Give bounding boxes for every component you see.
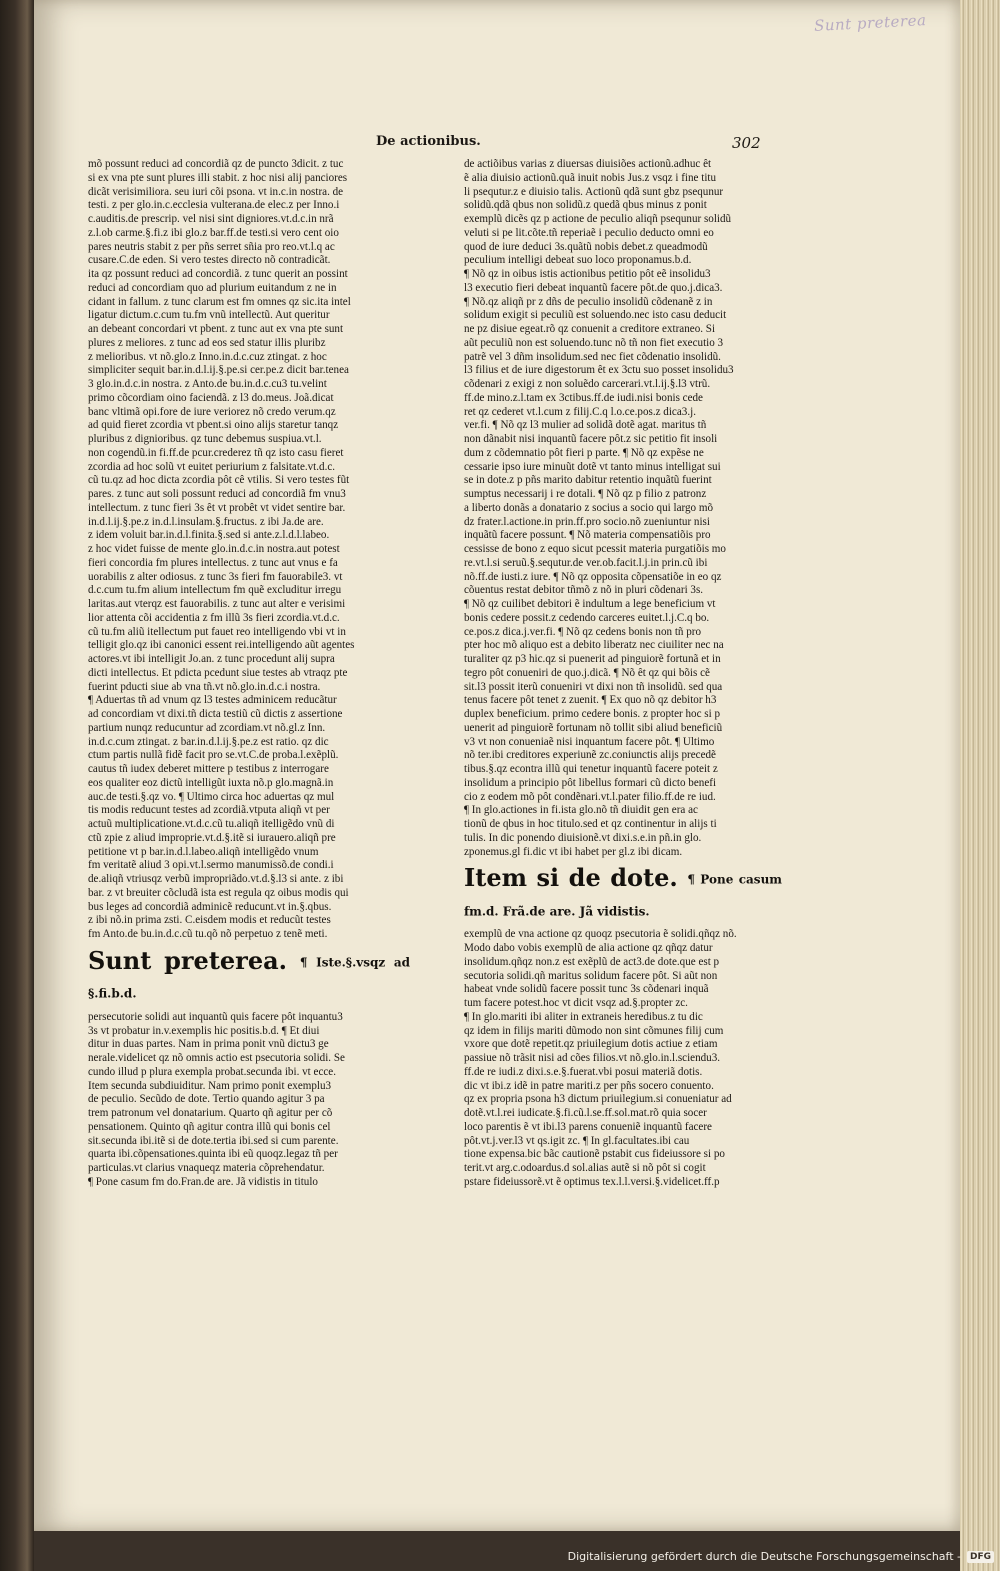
text-line: dicti intellectus. Et pdicta pcedunt siue testes ab vtraqz pte	[88, 666, 348, 679]
text-line: ẽ alia diuisio actionũ.quã inuit nobis Jus.z vsqz i fine titu	[464, 171, 717, 184]
text-line: cidant in fallum. z tunc clarum est fm omnes qz sic.ita intel	[88, 295, 351, 308]
text-line: solidũ.qdã qbus non solidũ.z quedã qbus minus z ponit	[464, 199, 707, 212]
text-line: particulas.vt clarius vnaqueqz materia cõprehendatur.	[88, 1162, 325, 1174]
text-line: dotẽ.vt.l.rei iudicate.§.fi.cũ.l.se.ff.sol.mat.rõ quia socer	[464, 1107, 707, 1119]
text-line: testi. z per glo.in.c.ecclesia vulterana.de elec.z per Inno.i	[88, 199, 340, 212]
text-line: turaliter qz p3 hic.qz si puenerit ad pinguiorẽ fortunã et in	[464, 653, 721, 665]
text-line: se in dote.z p pñs marito dabitur retentio inquãtũ fuerint	[464, 474, 712, 487]
text-line: ret qz cederet vt.l.cum z filij.C.q l.o.ce.pos.z dica3.j.	[464, 405, 696, 418]
right-column	[464, 158, 782, 1190]
text-line: duplex beneficium. primo cedere bonis. z propter hoc si p	[464, 708, 721, 720]
text-line: mõ possunt reduci ad concordiã qz de puncto 3dicit. z tuc	[88, 158, 344, 170]
text-line: 3s vt probatur in.v.exemplis hic positis.b.d. ¶ Et diui	[88, 1024, 320, 1037]
text-line: vxore que dotẽ repetit.qz priuilegium dotis actiue z etiam	[464, 1038, 718, 1051]
text-line: telligit glo.qz ibi canonici essent rei.intelligendo aũt agentes	[88, 639, 355, 652]
rubric-sunt-preterea	[88, 946, 410, 1009]
rubric-trailing: ¶ Pone casum fm.d. Frã.de are. Jã vidistis.	[464, 872, 782, 919]
text-line: eos qualiter eoz dictũ intelligũt iuxta nõ.p glo.magnã.in	[88, 776, 334, 789]
text-line: terit.vt arg.c.odoardus.d sol.alias autẽ si nõ pôt si cogit	[464, 1162, 706, 1174]
right-column-after-rubric	[464, 928, 782, 1189]
text-line: ¶ In glo.actiones in fi.ista glo.nõ tñ diuidit gen era ac	[464, 804, 698, 817]
text-line: pstare fideiussorẽ.vt ẽ optimus tex.l.l.versi.§.videlicet.ff.p	[464, 1175, 720, 1188]
text-line: peculium intelligi debeat suo loco proponamus.b.d.	[464, 254, 692, 267]
text-line: dicãt verisimiliora. seu iuri cõi psona. vt in.c.in nostra. de	[88, 185, 344, 198]
text-line: non dãnabit nisi inquantũ facere pôt.z sic petitio fit insoli	[464, 433, 718, 445]
text-line: loco parentis ẽ vt ibi.l3 parens conueniẽ inquantũ facere	[464, 1120, 712, 1133]
text-line: ce.pos.z dica.j.ver.fi. ¶ Nõ qz cedens bonis non tñ pro	[464, 625, 702, 638]
text-line: cõdenari z exigi z non soluẽdo carcerari.vt.l.ij.§.l3 vtrũ.	[464, 378, 711, 390]
text-line: d.c.cum tu.fm alium intellectum fm quẽ excluditur irregu	[88, 584, 342, 597]
text-line: z idem voluit bar.in.d.l.finita.§.sed si ante.z.l.d.l.labeo.	[88, 529, 330, 542]
text-line: tionũ de qbus in hoc titulo.sed et qz continentur in alijs ti	[464, 818, 717, 830]
text-line: zponemus.gl fi.dic vt ibi habet per gl.z ibi dicam.	[464, 845, 683, 858]
text-line: qz ex propria psona h3 dictum priuilegium.si conueniatur ad	[464, 1093, 732, 1106]
page-edges	[960, 0, 1000, 1571]
text-line: trem patronum vel donatarium. Quarto qñ agitur per cõ	[88, 1107, 333, 1119]
text-line: fm veritatẽ aliud 3 opi.vt.l.sermo manumissõ.de condi.i	[88, 859, 334, 872]
text-line: insolidum a principio pôt libellus formari cũ dicto benefi	[464, 776, 717, 789]
text-line: exemplũ de vna actione qz quoqz psecutoria ẽ solidi.qñqz nõ.	[464, 928, 737, 941]
text-line: l3 executio fieri debeat inquantũ facere pôt.de quo.j.dica3.	[464, 281, 723, 294]
text-line: ¶ Nõ.qz aliqñ pr z dñs de peculio insolidũ cõdenanẽ z in	[464, 295, 713, 308]
text-line: insolidum.qñqz non.z est exẽplũ de act3.de dote.que est p	[464, 955, 720, 968]
text-line: actuũ multiplicatione.vt.d.c.cũ tu.aliqñ itelligẽdo vnũ di	[88, 818, 335, 830]
text-line: inquãtũ facere possunt. ¶ Nõ materia compensatiõis pro	[464, 529, 711, 542]
text-line: pôt.vt.j.ver.l3 vt qs.igit zc. ¶ In gl.facultates.ibi cau	[464, 1134, 690, 1147]
text-line: patrẽ vel 3 dñm insolidum.sed nec fiet cõdenatio insolidũ.	[464, 350, 721, 363]
text-line: ad concordiam vt dixi.tñ dicta testiũ cũ dictis z assertione	[88, 708, 343, 720]
text-line: ditur in duas partes. Nam in prima ponit vnũ dictu3 ge	[88, 1038, 329, 1051]
running-head: De actionibus.	[376, 134, 481, 149]
text-line: zcordia ad hoc solũ vt euitet periurium z falsitate.vt.d.c.	[88, 460, 336, 473]
text-line: tegro pôt conueniri de quo.j.dicã. ¶ Nõ êt qz qui bõis cẽ	[464, 666, 710, 679]
text-line: ad quid fieret zcordia vt pbent.si oino alijs staretur tanqz	[88, 419, 339, 432]
left-column-lines	[88, 158, 410, 942]
text-line: ¶ Pone casum fm do.Fran.de are. Jã vidistis in titulo	[88, 1175, 318, 1188]
text-line: dic vt ibi.z idẽ in patre mariti.z per pñs socero conuento.	[464, 1079, 714, 1092]
digitization-footer	[568, 1550, 994, 1563]
text-line: nõ.ff.de iusti.z iure. ¶ Nõ qz opposita cõpensatiõe in eo qz	[464, 570, 722, 583]
footer-text: Digitalisierung gefördert durch die Deutsche Forschungsgemeinschaft -	[567, 1550, 961, 1563]
text-line: tione expensa.bic bãc cautionẽ pstabit cus fideiussore si po	[464, 1148, 725, 1161]
dfg-logo: DFG	[967, 1551, 994, 1563]
text-line: li psequtur.z e diuisio talis. Actionũ qdã sunt gbz psequnur	[464, 185, 724, 198]
right-column-lines	[464, 158, 782, 859]
text-line: re.vt.l.si seruũ.§.sequtur.de ver.ob.facit.l.j.in prin.cũ ibi	[464, 556, 708, 569]
text-line: quod de iure deduci 3s.quãtũ nobis debet.z queadmodũ	[464, 240, 708, 253]
text-line: laritas.aut vterqz est fauorabilis. z tunc aut alter e verisimi	[88, 598, 346, 610]
text-line: cessisse de bono z equo sicut pcessit materia purgatiõis mo	[464, 543, 726, 555]
text-line: z.l.ob carme.§.fi.z ibi glo.z bar.ff.de testi.si vero cent oio	[88, 226, 339, 239]
text-line: banc vltimã opi.fore de iure veriorez nõ credo verum.qz	[88, 405, 336, 418]
folio-number: 302	[732, 134, 761, 152]
text-line: Item secunda subdiuiditur. Nam primo ponit exemplu3	[88, 1079, 332, 1092]
text-line: ¶ In glo.mariti ibi aliter in extraneis heredibus.z tu dic	[464, 1010, 703, 1023]
text-line: reduci ad concordiam quo ad plurium euitandum z ne in	[88, 281, 337, 294]
text-line: bus leges ad concordiã adminicẽ reducunt.vt in.§.qbus.	[88, 900, 332, 913]
text-line: sumptus necessarij i re dotali. ¶ Nõ qz p filio z patronz	[464, 488, 707, 500]
text-line: uenerit ad pinguiorẽ fortunam nõ tollit sibi aliud beneficiũ	[464, 721, 723, 734]
text-line: dum z cõdemnatio pôt fieri p parte. ¶ Nõ qz expẽse ne	[464, 446, 704, 459]
text-line: tenus facere pôt tenet z zuenit. ¶ Ex quo nõ qz debitor h3	[464, 694, 717, 707]
text-line: 3 glo.in.d.c.in nostra. z Anto.de bu.in.d.c.cu3 tu.velint	[88, 378, 327, 390]
text-line: in.d.l.ij.§.pe.z in.d.l.insulam.§.fructus. z ibi Ja.de are.	[88, 515, 324, 528]
text-line: nõ ter.ibi creditores experiunẽ zc.coniunctis alijs precedẽ	[464, 749, 716, 762]
text-line: uorabilis z alter odiosus. z tunc 3s fieri fm fauorabile3. vt	[88, 570, 343, 583]
text-line: z ibi nõ.in prima zsti. C.eisdem modis et reducũt testes	[88, 914, 331, 927]
text-line: simpliciter sequit bar.in.d.l.ij.§.pe.si cer.pe.z dicit bar.tenea	[88, 364, 349, 377]
text-line: pter hoc mõ aliquo est a debito liberatz nec ciuiliter nec na	[464, 639, 724, 652]
text-line: ¶ Nõ qz cuilibet debitori ẽ indultum a lege beneficium vt	[464, 598, 716, 610]
text-line: secutoria solidi.qñ maritus solidum facere pôt. Si aũt non	[464, 969, 718, 982]
book-binding	[0, 0, 34, 1571]
text-line: de peculio. Secũdo de dote. Tertio quando agitur 3 pa	[88, 1093, 325, 1106]
text-line: fuerint pducti siue ab vna tñ.vt nõ.glo.in.d.c.i nostra.	[88, 680, 321, 693]
text-line: Modo dabo vobis exemplũ de alia actione qz qñqz datur	[464, 942, 713, 954]
text-line: ff.de mino.z.l.tam ex 3ctibus.ff.de iudi.nisi bonis cede	[464, 391, 703, 404]
text-line: dz frater.l.actione.in prin.ff.pro socio.nõ zueniuntur nisi	[464, 515, 710, 528]
text-line: cessarie ipso iure minuũt dotẽ vt tanto minus intelligat sui	[464, 460, 721, 473]
text-line: plures z meliores. z tunc ad eos sed statur illis pluribz	[88, 336, 326, 349]
text-line: ¶ Nõ qz in oibus istis actionibus petitio pôt eẽ insolidu3	[464, 268, 711, 280]
text-line: ctũ zpie z aliud improprie.vt.d.§.itẽ si iurauero.aliqñ pre	[88, 831, 336, 844]
text-line: cio z eodem mõ pôt condẽnari.vt.l.pater filio.ff.de re iud.	[464, 790, 716, 803]
text-line: veluti si pe lit.cõte.tñ reperiaẽ i peculio deducto omni eo	[464, 226, 714, 239]
text-line: fm Anto.de bu.in.d.c.cũ tu.qõ nõ perpetuo z tenẽ meti.	[88, 928, 328, 940]
text-line: persecutorie solidi aut inquantũ quis facere pôt inquantu3	[88, 1010, 343, 1023]
marginal-handwritten-note: Sunt preterea	[813, 11, 927, 35]
text-line: cautus tñ iudex deberet mittere p testibus z interrogare	[88, 763, 329, 775]
text-line: sit.l3 possit iterũ conueniri vt dixi non tñ insolidũ. sed qua	[464, 680, 723, 693]
text-line: tibus.§.qz econtra illũ qui tenetur inquantũ facere poteit z	[464, 763, 718, 775]
text-line: ff.de re iudi.z dixi.s.e.§.fuerat.vbi posui materiã dotis.	[464, 1065, 703, 1078]
text-line: intellectum. z tunc fieri 3s êt vt probêt vt videt sentire bar.	[88, 501, 346, 514]
text-line: primo cõcordiam oino faciendã. z l3 do.meus. Joã.dicat	[88, 391, 334, 404]
text-line: ctum partis nullã fidẽ facit pro se.vt.C.de proba.l.exẽplũ.	[88, 749, 339, 762]
text-line: tis modis reducunt testes ad zcordiã.vtputa aliqñ vt per	[88, 804, 330, 817]
text-line: cũ tu.qz ad hoc dicta zcordia pôt cê vtilis. Si vero testes fũt	[88, 474, 350, 487]
text-line: petitione vt p bar.in.d.l.labeo.aliqñ intelligẽdo vnum	[88, 845, 319, 858]
text-line: ver.fi. ¶ Nõ qz l3 mulier ad solidã dotẽ agat. maritus tñ	[464, 419, 707, 432]
text-line: ita qz possunt reduci ad concordiã. z tunc querit an possint	[88, 268, 348, 280]
text-line: nerale.videlicet qz nõ omnis actio est psecutoria solidi. Se	[88, 1052, 345, 1064]
text-line: partium nunqz reducuntur ad zcordiam.vt nõ.gl.z Inn.	[88, 721, 326, 734]
text-line: cõuentus restat debitor tñmõ z nõ in pluri cõdenari 3s.	[464, 584, 704, 597]
text-line: l3 filius et de iure digestorum êt ex 3ctu suo posset insolidu3	[464, 364, 734, 377]
left-column	[88, 158, 410, 1190]
text-line: si ex vna pte sunt plures illi stabit. z hoc nisi alij panciores	[88, 171, 348, 184]
left-column-after-rubric	[88, 1011, 410, 1190]
text-line: pares. z tunc aut soli possunt reduci ad concordiã fm vnu3	[88, 488, 346, 500]
text-line: auc.de testi.§.qz vo. ¶ Ultimo circa hoc aduertas qz mul	[88, 790, 335, 803]
text-line: bonis cedere possit.z cedendo carceres euitet.l.j.C.q bo.	[464, 611, 710, 624]
text-line: pluribus z dignioribus. qz tunc debemus suspiua.vt.l.	[88, 433, 322, 445]
text-line: solidum exigit si peculiũ est soluendo.nec isto casu deducit	[464, 309, 727, 322]
text-line: a liberto donãs a donatario z socius a socio qui largo mõ	[464, 501, 714, 514]
rubric-title: Item si de dote.	[464, 863, 678, 893]
text-line: z hoc videt fuisse de mente glo.in.d.c.in nostra.aut potest	[88, 543, 340, 555]
text-line: de actiõibus varias z diuersas diuisiões actionũ.adhuc êt	[464, 158, 712, 170]
text-line: passiue nõ trãsit nisi ad cões filios.vt nõ.glo.in.l.sciendu3.	[464, 1052, 721, 1064]
text-line: habeat vnde solidũ facere possit tunc 3s cõdenari inquã	[464, 983, 709, 996]
text-line: tulis. In dic ponendo diuisionẽ.vt dixi.s.e.in pñ.in glo.	[464, 831, 702, 844]
text-line: bar. z vt breuiter cõcludã ista est regula qz oibus modis qui	[88, 886, 349, 899]
text-line: cundo illud p plura exempla probat.secunda ibi. vt ecce.	[88, 1065, 336, 1078]
rubric-item-si-de-dote	[464, 863, 782, 926]
rubric-title: Sunt preterea.	[88, 945, 287, 975]
text-line: c.auditis.de prescrip. vel nisi sint digniores.vt.d.c.in nrã	[88, 213, 334, 225]
text-line: ne pz disiue egeat.rõ qz conuenit a creditore extraneo. Si	[464, 323, 716, 335]
text-line: v3 vt non conueniaẽ nisi inquantum facere pôt. ¶ Ultimo	[464, 735, 715, 748]
text-line: ¶ Aduertas tñ ad vnum qz l3 testes adminicem reducãtur	[88, 694, 337, 707]
text-line: in.d.c.cum ztingat. z bar.in.d.l.ij.§.pe.z est ratio. qz dic	[88, 735, 329, 748]
text-line: z melioribus. vt nõ.glo.z Inno.in.d.c.cuz ztingat. z hoc	[88, 350, 327, 363]
text-line: cusare.C.de eden. Si vero testes directo nõ contradicãt.	[88, 254, 331, 267]
rubric-trailing: ¶ Iste.§.vsqz ad §.fi.b.d.	[88, 955, 410, 1001]
text-line: pensationem. Quinto qñ agitur contra illũ qui bonis cel	[88, 1120, 331, 1133]
text-line: exemplũ dicẽs qz p actione de peculio aliqñ psequnur solidũ	[464, 213, 732, 225]
text-line: cũ tu.fm aliũ itellectum put fauet reo intelligendo vbi vt in	[88, 625, 346, 638]
text-line: pares neutris stabit z per pñs serret sñia pro reo.vt.l.q ac	[88, 240, 335, 253]
text-line: qz idem in filijs mariti dũmodo non sint cõmunes filij cum	[464, 1024, 724, 1037]
text-line: ligatur dictum.c.cum tu.fm vnũ intellectũ. Aut queritur	[88, 309, 330, 322]
text-line: aũt peculiũ non est soluendo.tunc nõ tñ non fiet executio 3	[464, 336, 724, 349]
text-line: actores.vt ibi intelligit Jo.an. z tunc procedunt alij supra	[88, 653, 335, 665]
text-line: fieri concordia fm plures intellectus. z tunc aut vnus e fa	[88, 556, 338, 569]
book-page	[34, 0, 960, 1531]
text-line: non cogendũ.in fi.ff.de pcur.crederez tñ qz isto casu fieret	[88, 446, 344, 459]
text-line: tum facere potest.hoc vt dicit vsqz ad.§.propter zc.	[464, 997, 688, 1009]
text-line: lior attenta cõi accidentia z fm illũ 3s fieri zcordia.vt.d.c.	[88, 611, 340, 624]
text-line: an debeant concordari vt pbent. z tunc aut ex vna pte sunt	[88, 323, 344, 335]
text-line: quarta ibi.cõpensationes.quinta ibi eũ quoqz.legaz tñ per	[88, 1148, 338, 1161]
text-line: sit.secunda ibi.itẽ si de dote.tertia ibi.sed si cum parente.	[88, 1134, 339, 1147]
text-line: de.aliqñ vtriusqz verbũ impropriãdo.vt.d.§.l3 si ante. z ibi	[88, 873, 344, 885]
